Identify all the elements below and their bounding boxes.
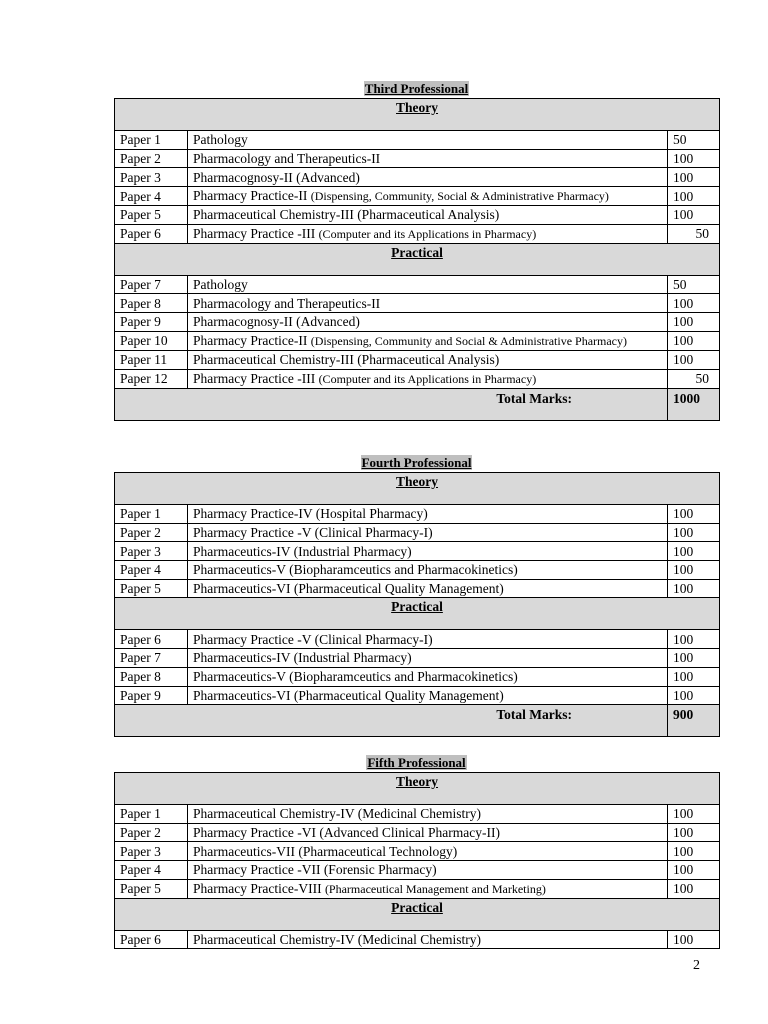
marks-value: 100 [668, 523, 720, 542]
marks-value: 50 [668, 224, 720, 243]
theory-heading: Theory [115, 773, 720, 805]
subject-name: Pharmaceutics-IV (Industrial Pharmacy) [193, 650, 412, 666]
subject-name: Pharmacy Practice-II [193, 332, 308, 348]
paper-number: Paper 6 [115, 224, 188, 243]
marks-value: 100 [668, 168, 720, 187]
subject-name: Pharmaceutics-VII (Pharmaceutical Technology) [193, 843, 458, 859]
total-value: 1000 [668, 388, 720, 420]
subject-name: Pharmacy Practice -VI (Advanced Clinical Pharmacy-II) [193, 825, 500, 841]
paper-number: Paper 9 [115, 313, 188, 332]
fourth-professional-section [114, 455, 719, 737]
subject-name: Pharmaceutics-VI (Pharmaceutical Quality Management) [193, 687, 504, 703]
subject-cell [188, 206, 668, 225]
subject-name: Pharmaceutics-V (Biopharamceutics and Pharmacokinetics) [193, 562, 518, 578]
table-row [115, 369, 720, 388]
subject-cell [188, 630, 668, 649]
paper-number: Paper 5 [115, 879, 188, 898]
paper-number: Paper 6 [115, 630, 188, 649]
theory-heading: Theory [115, 99, 720, 131]
subject-name: Pharmacology and Therapeutics-II [193, 295, 381, 311]
paper-number: Paper 10 [115, 331, 188, 350]
table-row [115, 168, 720, 187]
practical-heading: Practical [115, 598, 720, 630]
subject-cell [188, 561, 668, 580]
subject-cell [188, 823, 668, 842]
marks-value: 100 [668, 187, 720, 206]
subject-name: Pharmacology and Therapeutics-II [193, 151, 381, 167]
practical-band [115, 598, 720, 630]
table-row [115, 805, 720, 824]
table-row [115, 861, 720, 880]
subject-cell [188, 313, 668, 332]
table-row [115, 649, 720, 668]
paper-number: Paper 4 [115, 187, 188, 206]
subject-name: Pharmacy Practice-VIII [193, 880, 322, 896]
subject-name: Pharmaceutical Chemistry-IV (Medicinal Chemistry) [193, 806, 482, 822]
total-row [115, 705, 720, 737]
marks-value: 100 [668, 823, 720, 842]
practical-heading: Practical [115, 243, 720, 275]
paper-number: Paper 3 [115, 542, 188, 561]
table-row [115, 313, 720, 332]
paper-number: Paper 7 [115, 649, 188, 668]
marks-value: 100 [668, 149, 720, 168]
subject-note: (Dispensing, Community, Social & Administrative Pharmacy) [310, 189, 609, 204]
subject-cell [188, 350, 668, 369]
subject-name: Pharmacy Practice -V (Clinical Pharmacy-I) [193, 631, 433, 647]
table-row [115, 686, 720, 705]
subject-cell [188, 930, 668, 949]
page-number: 2 [693, 958, 700, 973]
theory-band [115, 99, 720, 131]
theory-heading: Theory [115, 473, 720, 505]
subject-name: Pharmacy Practice -VII (Forensic Pharmacy) [193, 862, 437, 878]
marks-value: 50 [668, 369, 720, 388]
paper-number: Paper 5 [115, 579, 188, 598]
table-row [115, 505, 720, 524]
marks-value: 100 [668, 313, 720, 332]
subject-cell [188, 505, 668, 524]
subject-name: Pharmacy Practice -III [193, 370, 316, 386]
marks-value: 100 [668, 561, 720, 580]
section-title-text: Fourth Professional [361, 455, 472, 470]
subject-note: (Dispensing, Community and Social & Administrative Pharmacy) [310, 333, 627, 348]
subject-cell [188, 579, 668, 598]
fifth-professional-section [114, 755, 719, 949]
subject-name: Pharmaceutics-V (Biopharamceutics and Pharmacokinetics) [193, 669, 518, 685]
paper-number: Paper 3 [115, 842, 188, 861]
subject-cell [188, 149, 668, 168]
subject-name: Pharmaceutical Chemistry-III (Pharmaceutical Analysis) [193, 207, 500, 223]
subject-note: (Computer and its Applications in Pharmacy) [318, 371, 537, 386]
marks-value: 100 [668, 805, 720, 824]
table-row [115, 187, 720, 206]
total-label: Total Marks: [115, 388, 668, 420]
subject-cell [188, 879, 668, 898]
table-row [115, 579, 720, 598]
total-value: 900 [668, 705, 720, 737]
third-professional-section [114, 81, 719, 421]
paper-number: Paper 1 [115, 805, 188, 824]
marks-table [114, 98, 720, 421]
subject-name: Pharmacy Practice -V (Clinical Pharmacy-I) [193, 525, 433, 541]
table-row [115, 331, 720, 350]
paper-number: Paper 4 [115, 561, 188, 580]
marks-value: 100 [668, 630, 720, 649]
marks-table [114, 472, 720, 737]
subject-cell [188, 275, 668, 294]
subject-cell [188, 187, 668, 206]
paper-number: Paper 2 [115, 523, 188, 542]
practical-band [115, 243, 720, 275]
marks-value: 100 [668, 350, 720, 369]
table-row [115, 275, 720, 294]
subject-name: Pharmaceutical Chemistry-IV (Medicinal Chemistry) [193, 932, 482, 948]
subject-cell [188, 224, 668, 243]
section-title [114, 755, 719, 772]
table-row [115, 879, 720, 898]
subject-name: Pathology [193, 277, 248, 293]
paper-number: Paper 1 [115, 505, 188, 524]
table-row [115, 542, 720, 561]
marks-value: 100 [668, 861, 720, 880]
marks-value: 100 [668, 930, 720, 949]
paper-number: Paper 4 [115, 861, 188, 880]
marks-value: 100 [668, 686, 720, 705]
marks-value: 100 [668, 879, 720, 898]
marks-value: 100 [668, 331, 720, 350]
table-row [115, 630, 720, 649]
subject-name: Pharmaceutical Chemistry-III (Pharmaceutical Analysis) [193, 352, 500, 368]
subject-cell [188, 523, 668, 542]
subject-cell [188, 331, 668, 350]
subject-cell [188, 861, 668, 880]
paper-number: Paper 2 [115, 149, 188, 168]
table-row [115, 350, 720, 369]
subject-name: Pharmacognosy-II (Advanced) [193, 169, 360, 185]
paper-number: Paper 2 [115, 823, 188, 842]
marks-table [114, 772, 720, 949]
marks-value: 100 [668, 842, 720, 861]
paper-number: Paper 12 [115, 369, 188, 388]
theory-band [115, 773, 720, 805]
subject-name: Pharmacy Practice-II [193, 188, 308, 204]
subject-cell [188, 168, 668, 187]
marks-value: 100 [668, 579, 720, 598]
table-row [115, 930, 720, 949]
practical-band [115, 898, 720, 930]
section-title-text: Fifth Professional [367, 755, 466, 770]
subject-name: Pharmacy Practice -III [193, 225, 316, 241]
theory-band [115, 473, 720, 505]
marks-value: 100 [668, 206, 720, 225]
total-label: Total Marks: [115, 705, 668, 737]
subject-cell [188, 294, 668, 313]
table-row [115, 206, 720, 225]
paper-number: Paper 11 [115, 350, 188, 369]
table-row [115, 823, 720, 842]
paper-number: Paper 9 [115, 686, 188, 705]
marks-value: 100 [668, 649, 720, 668]
marks-value: 50 [668, 275, 720, 294]
table-row [115, 667, 720, 686]
subject-name: Pharmacy Practice-IV (Hospital Pharmacy) [193, 506, 428, 522]
table-row [115, 131, 720, 150]
marks-value: 100 [668, 667, 720, 686]
subject-cell [188, 686, 668, 705]
paper-number: Paper 5 [115, 206, 188, 225]
marks-value: 100 [668, 294, 720, 313]
table-row [115, 523, 720, 542]
section-title [114, 455, 719, 472]
subject-cell [188, 542, 668, 561]
subject-name: Pharmaceutics-VI (Pharmaceutical Quality Management) [193, 581, 504, 597]
subject-note: (Pharmaceutical Management and Marketing) [324, 881, 546, 896]
table-row [115, 561, 720, 580]
subject-note: (Computer and its Applications in Pharmacy) [318, 226, 537, 241]
paper-number: Paper 1 [115, 131, 188, 150]
subject-cell [188, 842, 668, 861]
marks-value: 100 [668, 505, 720, 524]
section-title [114, 81, 719, 98]
total-row [115, 388, 720, 420]
paper-number: Paper 8 [115, 294, 188, 313]
subject-cell [188, 131, 668, 150]
subject-name: Pathology [193, 132, 248, 148]
table-row [115, 149, 720, 168]
paper-number: Paper 8 [115, 667, 188, 686]
table-row [115, 294, 720, 313]
practical-heading: Practical [115, 898, 720, 930]
subject-cell [188, 805, 668, 824]
subject-cell [188, 667, 668, 686]
subject-cell [188, 369, 668, 388]
marks-value: 100 [668, 542, 720, 561]
subject-name: Pharmaceutics-IV (Industrial Pharmacy) [193, 543, 412, 559]
paper-number: Paper 6 [115, 930, 188, 949]
table-row [115, 224, 720, 243]
marks-value: 50 [668, 131, 720, 150]
paper-number: Paper 3 [115, 168, 188, 187]
subject-cell [188, 649, 668, 668]
section-title-text: Third Professional [364, 81, 469, 96]
paper-number: Paper 7 [115, 275, 188, 294]
table-row [115, 842, 720, 861]
subject-name: Pharmacognosy-II (Advanced) [193, 314, 360, 330]
